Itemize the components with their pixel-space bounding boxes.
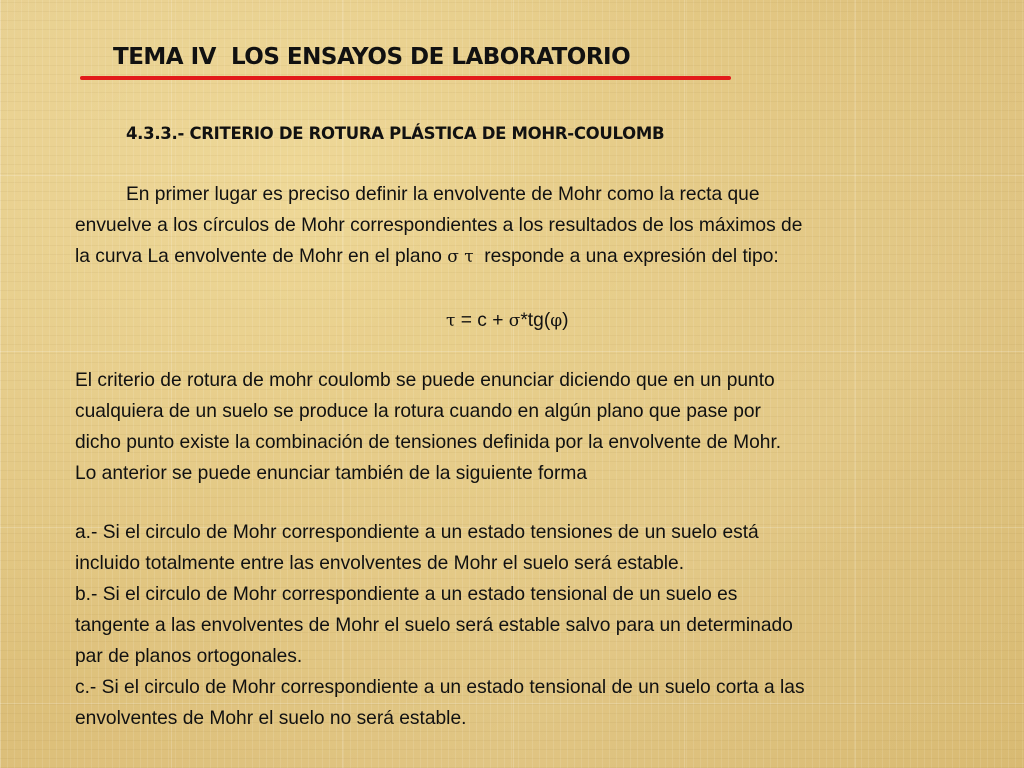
case-b-line: b.- Si el circulo de Mohr correspondiente a un estado tensional de un suelo es	[75, 584, 738, 605]
paragraph-line: El criterio de rotura de mohr coulomb se puede enunciar diciendo que en un punto	[75, 370, 775, 391]
formula-text: )	[562, 310, 569, 331]
text-segment: la curva La envolvente de Mohr en el plano	[75, 246, 448, 267]
formula-text: = c +	[455, 310, 509, 331]
paragraph-line: cualquiera de un suelo se produce la rotura cuando en algún plano que pase por	[75, 401, 761, 422]
section-subtitle: 4.3.3.- CRITERIO DE ROTURA PLÁSTICA DE MOHR-COULOMB	[126, 124, 665, 143]
case-b-line: par de planos ortogonales.	[75, 646, 303, 667]
formula-text: *tg(	[520, 310, 551, 331]
tau-symbol: τ	[446, 311, 456, 331]
case-a-line: a.- Si el circulo de Mohr correspondiente a un estado tensiones de un suelo está	[75, 522, 759, 543]
paragraph-line: En primer lugar es preciso definir la envolvente de Mohr como la recta que	[126, 184, 760, 205]
case-a-line: incluido totalmente entre las envolventes de Mohr el suelo será estable.	[75, 553, 685, 574]
phi-symbol: φ	[550, 311, 563, 331]
paragraph-line: dicho punto existe la combinación de tensiones definida por la envolvente de Mohr.	[75, 432, 782, 453]
case-b-line: tangente a las envolventes de Mohr el suelo será estable salvo para un determinado	[75, 615, 793, 636]
paragraph-line: Lo anterior se puede enunciar también de la siguiente forma	[75, 463, 587, 484]
slide-title: TEMA IV LOS ENSAYOS DE LABORATORIO	[113, 44, 631, 70]
paragraph-stability-cases	[75, 517, 975, 734]
paragraph-line	[75, 241, 975, 273]
title-underline	[80, 76, 731, 80]
case-c-line: c.- Si el circulo de Mohr correspondiente a un estado tensional de un suelo corta a las	[75, 677, 805, 698]
tau-symbol: τ	[464, 247, 474, 267]
paragraph-criterion	[75, 365, 975, 489]
case-c-line: envolventes de Mohr el suelo no será estable.	[75, 708, 467, 729]
sigma-symbol: σ	[508, 311, 521, 331]
sigma-symbol: σ	[447, 247, 459, 267]
paragraph-mohr-envelope	[75, 179, 975, 273]
mohr-coulomb-formula	[446, 305, 569, 337]
text-segment: responde a una expresión del tipo:	[484, 246, 779, 267]
paragraph-line: envuelve a los círculos de Mohr correspondientes a los resultados de los máximos de	[75, 215, 803, 236]
